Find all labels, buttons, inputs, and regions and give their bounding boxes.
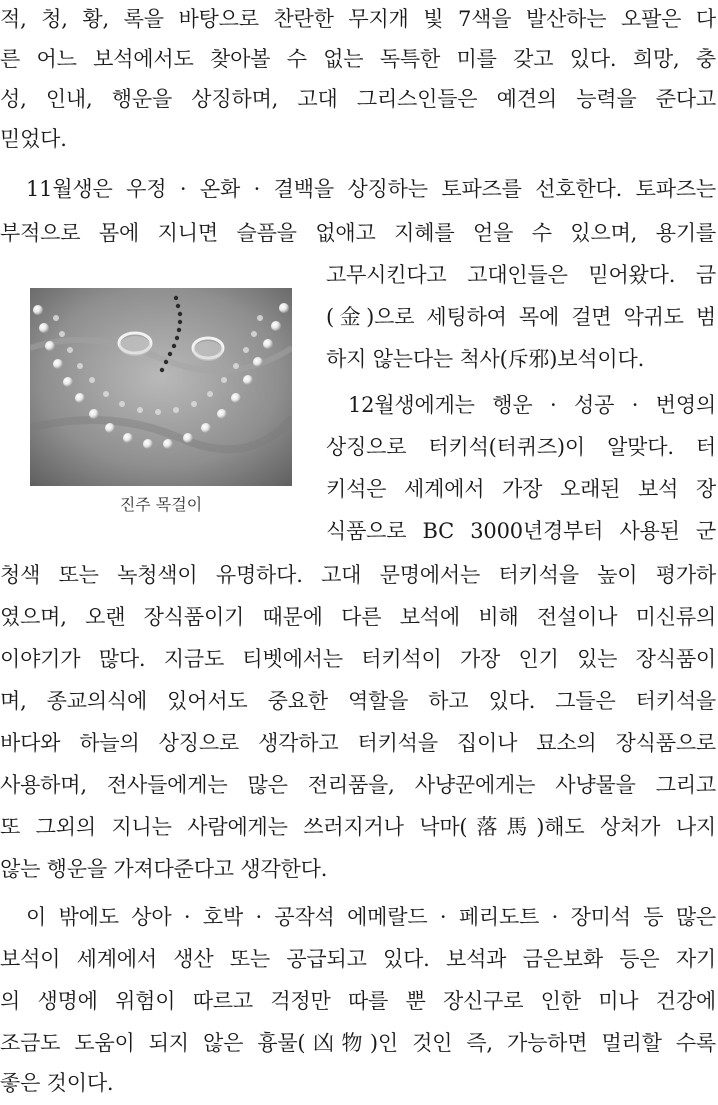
text-line: 적, 청, 황, 록을 바탕으로 찬란한 무지개 빛 7색을 발산하는 오팔은 다 <box>0 7 716 31</box>
text-line: 상징으로 터키석(터퀴즈)이 알맞다. 터 <box>326 435 716 459</box>
figure-caption: 진주 목걸이 <box>119 495 203 514</box>
text-line: 의 생명에 위험이 따르고 걱정만 따를 뿐 장신구로 인한 미나 건강에 <box>0 989 716 1013</box>
text-line: 보석이 세계에서 생산 또는 공급되고 있다. 보석과 금은보화 등은 자기 <box>0 947 716 971</box>
text-line: 또 그외의 지니는 사람에게는 쓰러지거나 낙마(落馬)해도 상처가 나지 <box>0 815 716 839</box>
text-line: 12월생에게는 행운 · 성공 · 번영의 <box>348 393 716 417</box>
pearl-necklace-photo <box>30 288 292 486</box>
text-line: 11월생은 우정 · 온화 · 결백을 상징하는 토파즈를 선호한다. 토파즈는 <box>26 177 716 201</box>
text-line: 믿었다. <box>0 127 67 151</box>
text-line: 며, 종교의식에 있어서도 중요한 역할을 하고 있다. 그들은 터키석을 <box>0 689 716 713</box>
text-line: 성, 인내, 행운을 상징하며, 고대 그리스인들은 예견의 능력을 준다고 <box>0 87 716 111</box>
text-line: 좋은 것이다. <box>0 1071 114 1095</box>
text-line: 였으며, 오랜 장식품이기 때문에 다른 보석에 비해 전설이나 미신류의 <box>0 605 716 629</box>
text-line: 조금도 도움이 되지 않은 흉물(凶物)인 것인 즉, 가능하면 멀리할 수록 <box>0 1031 716 1055</box>
text-line: 사용하며, 전사들에게는 많은 전리품을, 사냥꾼에게는 사냥물을 그리고 <box>0 773 716 797</box>
text-line: 않는 행운을 가져다준다고 생각한다. <box>0 857 328 881</box>
text-line: 식품으로 BC 3000년경부터 사용된 군 <box>326 519 716 543</box>
text-line: 른 어느 보석에서도 찾아볼 수 없는 독특한 미를 갖고 있다. 희망, 충 <box>0 47 716 71</box>
text-line: 바다와 하늘의 상징으로 생각하고 터키석을 집이나 묘소의 장식품으로 <box>0 731 716 755</box>
text-line: 이야기가 많다. 지금도 티벳에서는 터키석이 가장 인기 있는 장식품이 <box>0 647 716 671</box>
text-line: 청색 또는 녹청색이 유명하다. 고대 문명에서는 터키석을 높이 평가하 <box>0 563 716 587</box>
text-line: (金)으로 세팅하여 목에 걸면 악귀도 범 <box>326 305 716 329</box>
text-line: 이 밖에도 상아 · 호박 · 공작석 에메랄드 · 페리도트 · 장미석 등 많은 <box>26 905 716 929</box>
text-line: 부적으로 몸에 지니면 슬픔을 없애고 지혜를 얻을 수 있으며, 용기를 <box>0 221 716 245</box>
text-line: 하지 않는다는 척사(斥邪)보석이다. <box>326 347 645 371</box>
text-line: 키석은 세계에서 가장 오래된 보석 장 <box>326 477 716 501</box>
text-line: 고무시킨다고 고대인들은 믿어왔다. 금 <box>326 263 716 287</box>
